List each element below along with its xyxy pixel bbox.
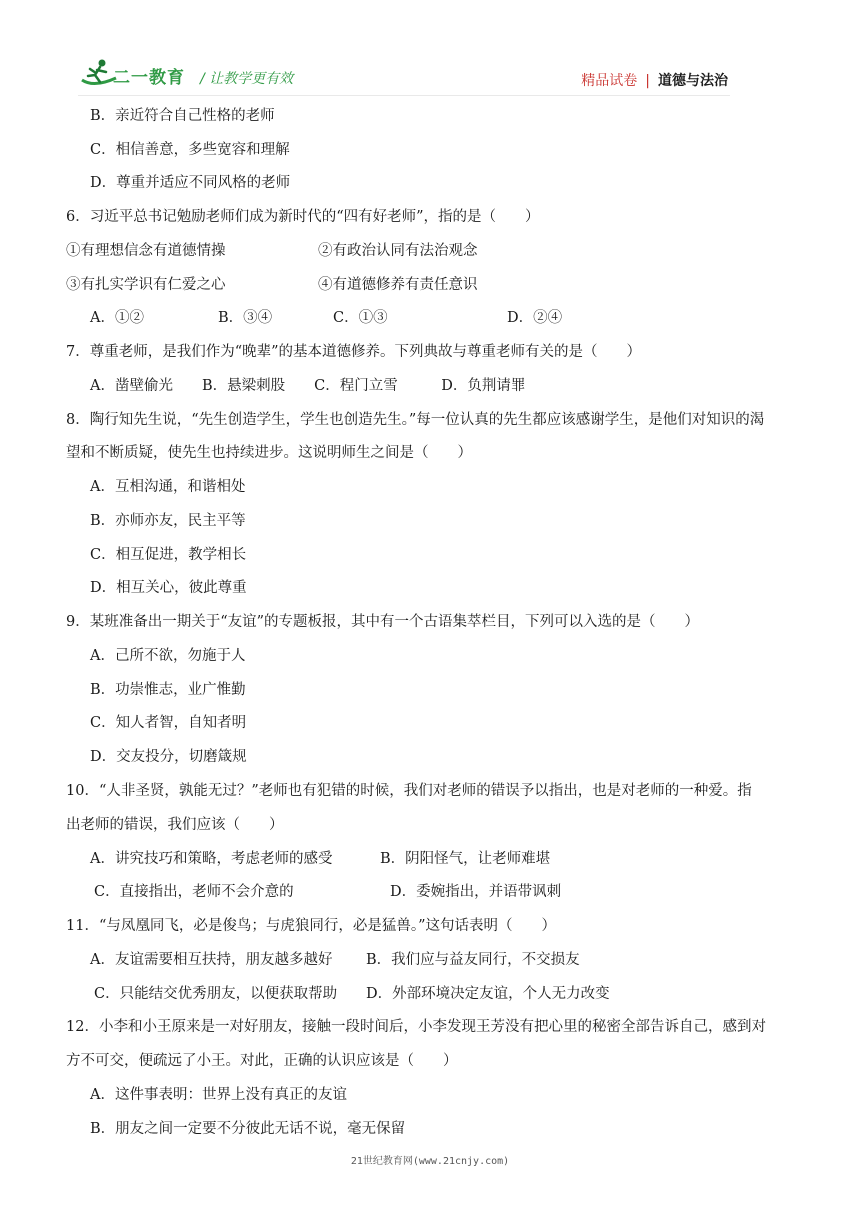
page-footer: 21世纪教育网(www.21cnjy.com) [350, 1156, 510, 1167]
option-line: B．朋友之间一定要不分彼此无话不说，毫无保留 [90, 1121, 406, 1137]
question-line: 方不可交，便疏远了小王。对此，正确的认识应该是（ ） [66, 1053, 458, 1069]
header-separator: | [645, 73, 650, 89]
option-line: A．己所不欲，勿施于人 [90, 648, 246, 664]
option-line: B．阴阳怪气，让老师难堪 [380, 851, 551, 867]
option-line: A．凿壁偷光 B．悬梁刺股 C．程门立雪 D．负荆请罪 [90, 378, 526, 394]
option-line: A．友谊需要相互扶持，朋友越多越好 [90, 952, 333, 968]
option-line: A．互相沟通，和谐相处 [90, 479, 246, 495]
option-line: D．外部环境决定友谊，个人无力改变 [366, 986, 610, 1002]
header-divider [78, 95, 730, 96]
option-line: B．我们应与益友同行，不交损友 [366, 952, 580, 968]
option-line: D．②④ [507, 310, 563, 326]
option-line: C．相互促进，教学相长 [90, 547, 247, 563]
question-line: 出老师的错误，我们应该（ ） [66, 817, 284, 833]
question-line: 9．某班准备出一期关于“友谊”的专题板报，其中有一个古语集萃栏目，下列可以入选的是（ ） [66, 614, 700, 630]
option-line: B．亦师亦友，民主平等 [90, 513, 246, 529]
option-line: C．①③ [333, 310, 388, 326]
statement-line: ①有理想信念有道德情操 [66, 243, 226, 259]
header-slogan: / 让教学更有效 [200, 71, 294, 87]
option-line: D．相互关心，彼此尊重 [90, 580, 247, 596]
option-line: A．讲究技巧和策略，考虑老师的感受 [90, 851, 333, 867]
question-line: 望和不断质疑，使先生也持续进步。这说明师生之间是（ ） [66, 445, 472, 461]
option-line: C．相信善意，多些宽容和理解 [90, 142, 290, 158]
option-line: D．尊重并适应不同风格的老师 [90, 175, 291, 191]
option-line: C．直接指出，老师不会介意的 [94, 884, 294, 900]
header-subject: 道德与法治 [658, 73, 728, 89]
question-line: 10．“人非圣贤，孰能无过？”老师也有犯错的时候，我们对老师的错误予以指出，也是对老师的一种爱。指 [66, 783, 752, 799]
option-line: C．只能结交优秀朋友，以便获取帮助 [94, 986, 338, 1002]
option-line: D．交友投分，切磨箴规 [90, 749, 247, 765]
option-line: B．③④ [218, 310, 273, 326]
page-header [0, 0, 860, 100]
question-line: 7．尊重老师，是我们作为“晚辈”的基本道德修养。下列典故与尊重老师有关的是（ ） [66, 344, 642, 360]
statement-line: ②有政治认同有法治观念 [318, 243, 478, 259]
option-line: A．这件事表明：世界上没有真正的友谊 [90, 1087, 347, 1103]
question-line: 6．习近平总书记勉励老师们成为新时代的“四有好老师”，指的是（ ） [66, 209, 540, 225]
option-line: D．委婉指出，并语带讽刺 [390, 884, 562, 900]
option-line: A．①② [90, 310, 144, 326]
question-line: 11．“与凤凰同飞，必是俊鸟；与虎狼同行，必是猛兽。”这句话表明（ ） [66, 918, 557, 934]
question-line: 8．陶行知先生说，“先生创造学生，学生也创造先生。”每一位认真的先生都应该感谢学生，是他们对知识的渴 [66, 412, 765, 428]
statement-line: ③有扎实学识有仁爱之心 [66, 277, 226, 293]
header-right [581, 70, 728, 90]
logo-text: 二一教育 [113, 68, 185, 88]
header-category: 精品试卷 [581, 73, 638, 89]
option-line: B．亲近符合自己性格的老师 [90, 108, 275, 124]
option-line: B．功崇惟志，业广惟勤 [90, 682, 246, 698]
statement-line: ④有道德修养有责任意识 [318, 277, 478, 293]
option-line: C．知人者智，自知者明 [90, 715, 247, 731]
question-line: 12．小李和小王原来是一对好朋友，接触一段时间后，小李发现王芳没有把心里的秘密全部告诉自己，感到对 [66, 1019, 766, 1035]
